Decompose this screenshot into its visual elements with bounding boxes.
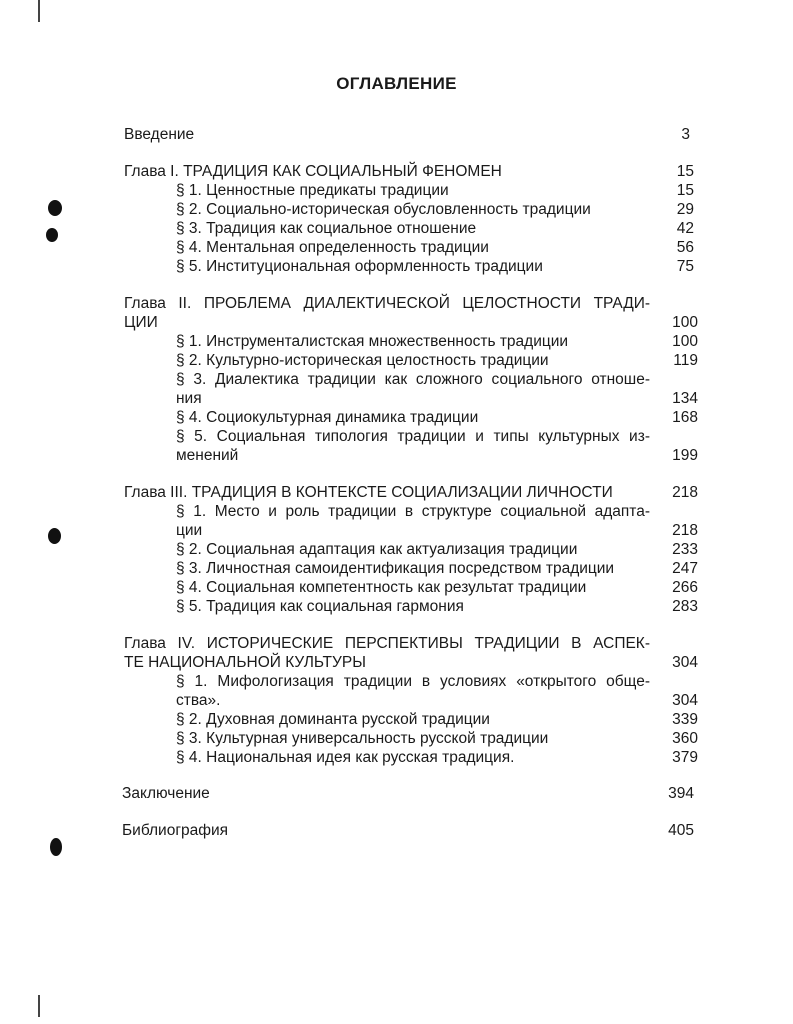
punch-hole-mark [50,838,62,856]
toc-ch1-section-3-page: 42 [676,220,694,237]
toc-ch2-section-3-cont: ния [176,390,202,407]
toc-ch2-section-1: § 1. Инструменталистская множественность традиции [176,333,569,350]
toc-ch3-section-2: § 2. Социальная адаптация как актуализация традиции [176,541,578,558]
toc-bibliography-label: Библиография [122,822,229,839]
toc-chapter-4-title-cont: ТЕ НАЦИОНАЛЬНОЙ КУЛЬТУРЫ [124,654,366,671]
toc-ch2-section-5-page: 199 [672,447,698,464]
toc-ch2-section-4: § 4. Социокультурная динамика традиции [176,409,479,426]
toc-chapter-3-page: 218 [672,484,698,501]
toc-chapter-2-title-cont: ЦИИ [124,314,158,331]
toc-ch3-section-5: § 5. Традиция как социальная гармония [176,598,464,615]
toc-chapter-2-title: Глава II. ПРОБЛЕМА ДИАЛЕКТИЧЕСКОЙ ЦЕЛОСТНОСТИ ТРАДИ- [124,295,650,312]
toc-ch1-section-4: § 4. Ментальная определенность традиции [176,239,489,256]
toc-intro-page: 3 [681,126,690,143]
toc-chapter-4-page: 304 [672,654,698,671]
toc-ch2-section-1-page: 100 [672,333,698,350]
toc-ch1-section-5: § 5. Институциональная оформленность традиции [176,258,543,275]
toc-ch3-section-1-cont: ции [176,522,203,539]
page-title: ОГЛАВЛЕНИЕ [336,74,457,93]
toc-ch3-section-4-page: 266 [672,579,698,596]
toc-ch4-section-1: § 1. Мифологизация традиции в условиях «открытого обще- [176,673,650,690]
toc-ch2-section-3: § 3. Диалектика традиции как сложного социального отноше- [176,371,650,388]
toc-bibliography-page: 405 [668,822,694,839]
punch-hole-mark [48,528,61,544]
toc-ch4-section-3-page: 360 [672,730,698,747]
toc-ch1-section-2-page: 29 [676,201,694,218]
toc-ch3-section-3: § 3. Личностная самоидентификация посредством традиции [176,560,615,577]
toc-conclusion-page: 394 [668,785,694,802]
toc-ch3-section-2-page: 233 [672,541,698,558]
toc-ch4-section-3: § 3. Культурная универсальность русской традиции [176,730,549,747]
toc-ch1-section-4-page: 56 [676,239,694,256]
toc-chapter-4-title: Глава IV. ИСТОРИЧЕСКИЕ ПЕРСПЕКТИВЫ ТРАДИЦИИ В АСПЕК- [124,635,650,652]
toc-ch4-section-1-page: 304 [672,692,698,709]
scan-edge-mark [38,995,40,1017]
toc-ch1-section-5-page: 75 [676,258,694,275]
punch-hole-mark [46,228,58,242]
toc-ch4-section-2: § 2. Духовная доминанта русской традиции [176,711,490,728]
toc-ch3-section-1: § 1. Место и роль традиции в структуре социальной адапта- [176,503,650,520]
toc-ch4-section-4: § 4. Национальная идея как русская традиция. [176,749,515,766]
toc-ch1-section-3: § 3. Традиция как социальное отношение [176,220,477,237]
scan-edge-mark [38,0,40,22]
toc-ch2-section-5-cont: менений [176,447,239,464]
toc-ch2-section-4-page: 168 [672,409,698,426]
toc-ch3-section-1-page: 218 [672,522,698,539]
toc-ch2-section-2: § 2. Культурно-историческая целостность традиции [176,352,549,369]
toc-ch1-section-1: § 1. Ценностные предикаты традиции [176,182,449,199]
toc-ch3-section-3-page: 247 [672,560,698,577]
toc-ch2-section-3-page: 134 [672,390,698,407]
toc-ch4-section-1-cont: ства». [176,692,221,709]
toc-chapter-1-page: 15 [676,163,694,180]
toc-ch4-section-2-page: 339 [672,711,698,728]
toc-chapter-2-page: 100 [672,314,698,331]
toc-conclusion-label: Заключение [122,785,210,802]
toc-chapter-3-title: Глава III. ТРАДИЦИЯ В КОНТЕКСТЕ СОЦИАЛИЗАЦИИ ЛИЧНОСТИ [124,484,613,501]
toc-ch3-section-4: § 4. Социальная компетентность как результат традиции [176,579,587,596]
toc-ch2-section-2-page: 119 [673,352,698,369]
toc-ch4-section-4-page: 379 [672,749,698,766]
punch-hole-mark [48,200,62,216]
toc-intro-label: Введение [124,126,195,143]
toc-ch3-section-5-page: 283 [672,598,698,615]
toc-ch2-section-5: § 5. Социальная типология традиции и типы культурных из- [176,428,650,445]
toc-ch1-section-2: § 2. Социально-историческая обусловленность традиции [176,201,591,218]
toc-chapter-1-title: Глава I. ТРАДИЦИЯ КАК СОЦИАЛЬНЫЙ ФЕНОМЕН [124,163,502,180]
toc-ch1-section-1-page: 15 [676,182,694,199]
